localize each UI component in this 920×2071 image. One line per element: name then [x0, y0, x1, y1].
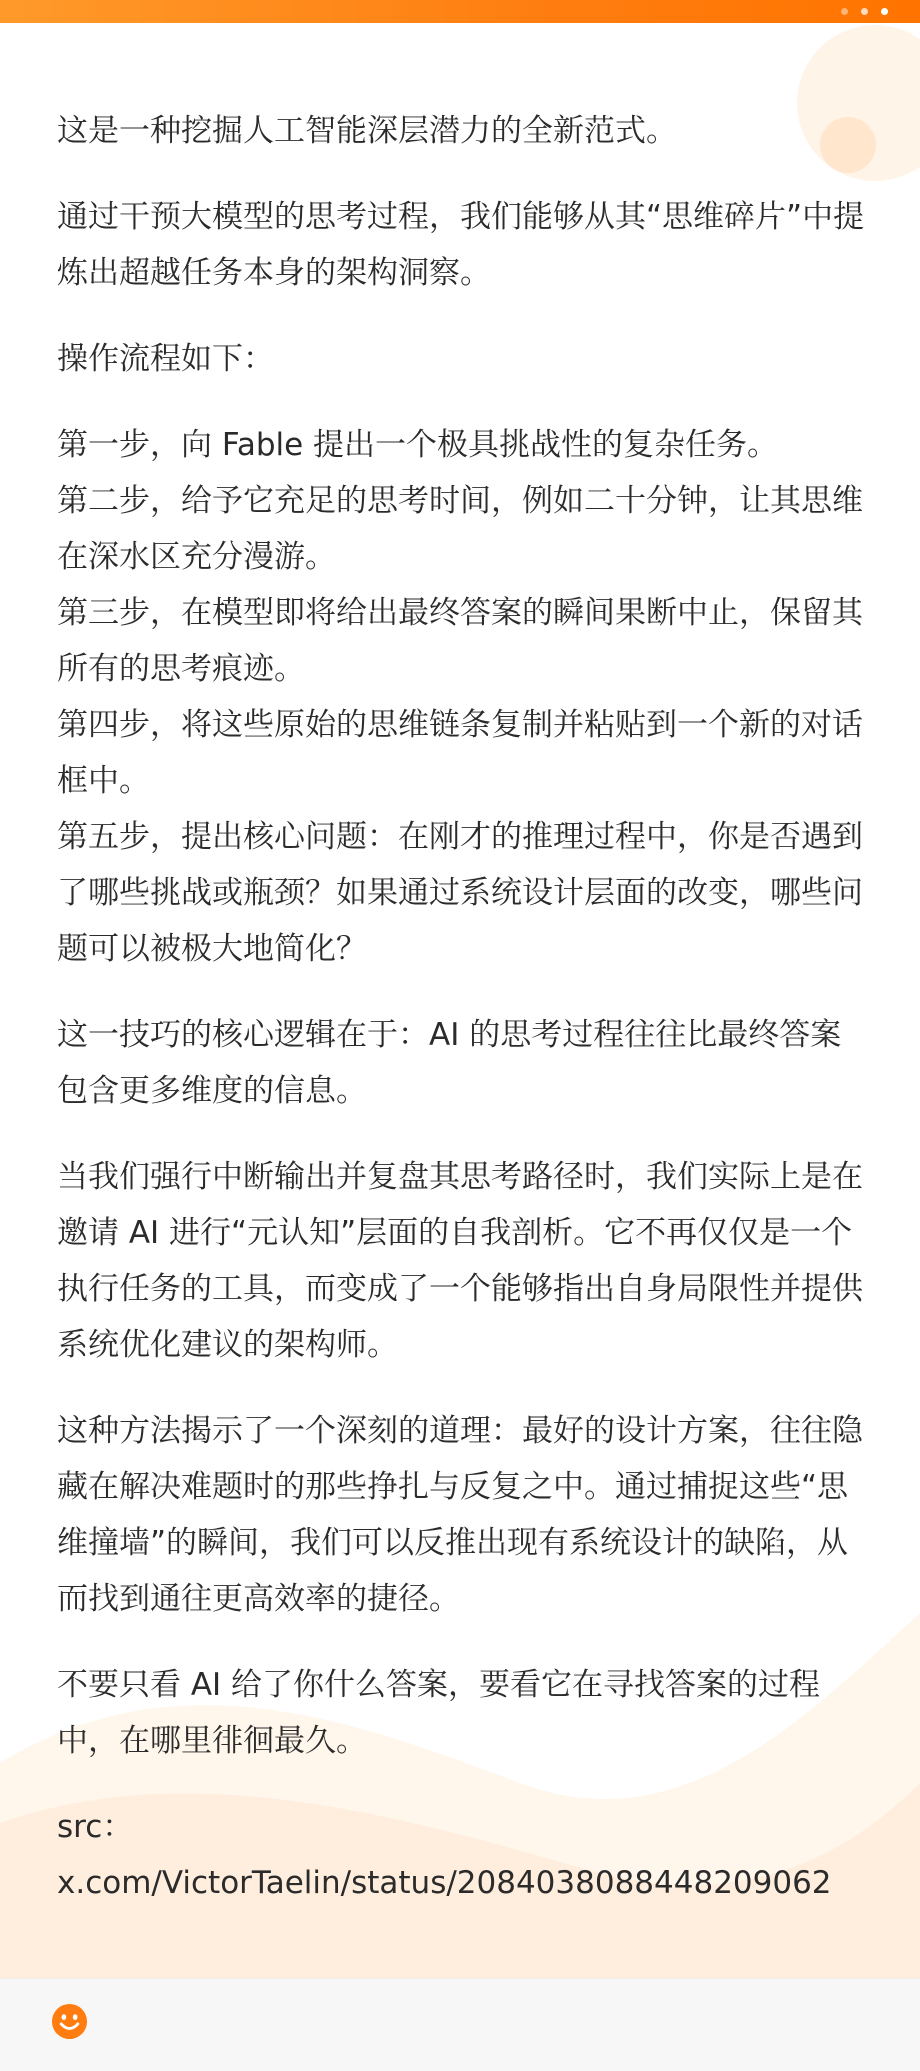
- dot-indicator: [881, 8, 888, 15]
- step-item: 第三步，在模型即将给出最终答案的瞬间果断中止，保留其所有的思考痕迹。: [57, 595, 863, 687]
- paragraph: 当我们强行中断输出并复盘其思考路径时，我们实际上是在邀请 AI 进行“元认知”层面的自我剖析。它不再仅仅是一个执行任务的工具，而变成了一个能够指出自身局限性并提供系统优化建议的架构师。: [57, 1159, 863, 1363]
- step-item: 第二步，给予它充足的思考时间，例如二十分钟，让其思维在深水区充分漫游。: [57, 483, 863, 575]
- article-body: [57, 103, 867, 1911]
- source-link[interactable]: x.com/VictorTaelin/status/2084038088448209062: [57, 1865, 832, 1901]
- paragraph: 这是一种挖掘人工智能深层潜力的全新范式。: [57, 113, 677, 149]
- paragraph: 这一技巧的核心逻辑在于：AI 的思考过程往往比最终答案包含更多维度的信息。: [57, 1017, 842, 1109]
- paragraph: 通过干预大模型的思考过程，我们能够从其“思维碎片”中提炼出超越任务本身的架构洞察。: [57, 199, 865, 291]
- source-block: [57, 1799, 867, 1911]
- status-dots: [841, 8, 888, 15]
- paragraph: 这种方法揭示了一个深刻的道理：最好的设计方案，往往隐藏在解决难题时的那些挣扎与反复之中。通过捕捉这些“思维撞墙”的瞬间，我们可以反推出现有系统设计的缺陷，从而找到通往更高效率的捷径。: [57, 1413, 863, 1617]
- dot-indicator: [841, 8, 848, 15]
- step-item: 第五步，提出核心问题：在刚才的推理过程中，你是否遇到了哪些挑战或瓶颈？如果通过系统设计层面的改变，哪些问题可以被极大地简化？: [57, 819, 863, 967]
- footer-bar: [0, 1978, 920, 2071]
- step-item: 第四步，将这些原始的思维链条复制并粘贴到一个新的对话框中。: [57, 707, 863, 799]
- step-item: 第一步，向 Fable 提出一个极具挑战性的复杂任务。: [57, 427, 779, 463]
- smile-icon[interactable]: [51, 2003, 88, 2040]
- paragraph: 不要只看 AI 给了你什么答案，要看它在寻找答案的过程中，在哪里徘徊最久。: [57, 1667, 821, 1759]
- source-label: src：: [57, 1809, 134, 1845]
- step-list: [57, 417, 867, 977]
- top-accent-bar: [0, 0, 920, 23]
- dot-indicator: [861, 8, 868, 15]
- paragraph: 操作流程如下：: [57, 341, 274, 377]
